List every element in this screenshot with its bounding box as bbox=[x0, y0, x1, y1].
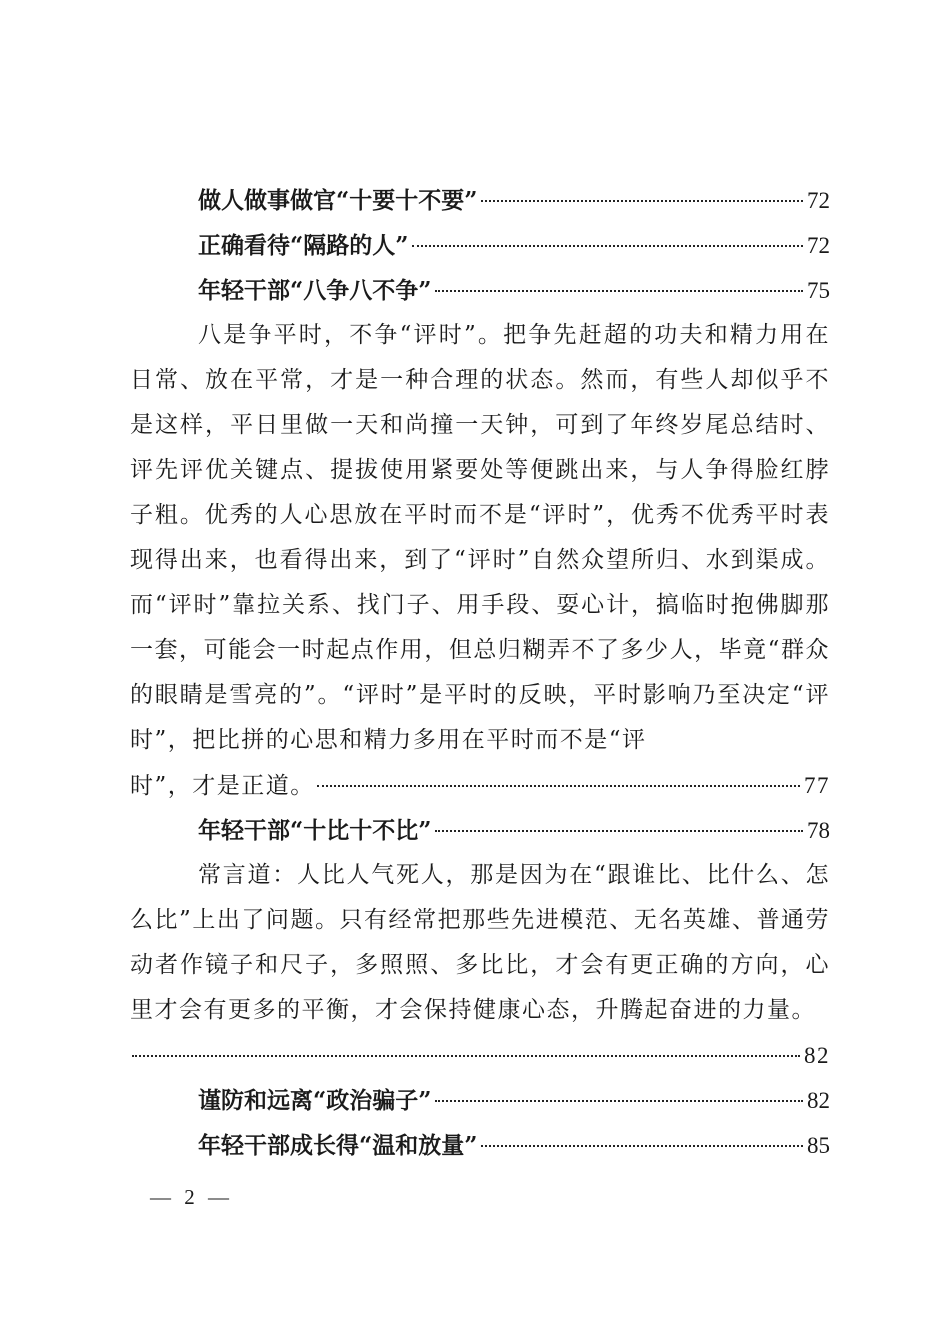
toc-entry-title: 正确看待“隔路的人” bbox=[198, 232, 409, 259]
toc-entry-page: 82 bbox=[807, 1088, 830, 1113]
toc-entry-title: 年轻干部“八争八不争” bbox=[198, 277, 432, 304]
toc-summary: 八是争平时，不争“评时”。把争先赶超的功夫和精力用在日常、放在平常，才是一种合理的状态。然而，有些人却似乎不是这样，平日里做一天和尚撞一天钟，可到了年终岁尾总结时、评先评优关键点、提拔使用紧要处等便跳出来，与人争得脸红脖子粗。优秀的人心思放在平时而不是“评时”，优秀不优秀平时表现得出来，也看得出来，到了“评时”自然众望所归、水到渠成。而“评时”靠拉关系、找门子、用手段、耍心计，搞临时抱佛脚那一套，可能会一时起点作用，但总归糊弄不了多少人，毕竟“群众的眼睛是雪亮的”。“评时”是平时的反映，平时影响乃至决定“评时”，把比拼的心思和精力多用在平时而不是“评 bbox=[130, 322, 830, 753]
toc-summary-end bbox=[130, 1033, 830, 1078]
toc-entry-title: 谨防和远离“政治骗子” bbox=[198, 1087, 432, 1114]
toc-entry bbox=[130, 223, 830, 268]
toc-entry-page: 78 bbox=[807, 818, 830, 843]
dot-leader bbox=[412, 245, 803, 247]
toc-entry bbox=[130, 1078, 830, 1123]
toc-entry-title: 做人做事做官“十要十不要” bbox=[198, 187, 478, 214]
toc-entry-title: 年轻干部“十比十不比” bbox=[198, 817, 432, 844]
toc-summary: 常言道：人比人气死人，那是因为在“跟谁比、比什么、怎么比”上出了问题。只有经常把那些先进模范、无名英雄、普通劳动者作镜子和尺子，多照照、多比比，才会有更正确的方向，心里才会有更多的平衡，才会保持健康心态，升腾起奋进的力量。 bbox=[130, 862, 830, 1023]
toc-entry-page: 75 bbox=[807, 278, 830, 303]
dot-leader bbox=[435, 830, 803, 832]
dot-leader bbox=[481, 1145, 803, 1147]
dot-leader bbox=[317, 785, 800, 787]
toc-summary-end bbox=[130, 763, 830, 808]
toc-entry-page: 72 bbox=[807, 233, 830, 258]
toc-page bbox=[130, 178, 830, 1168]
toc-entry-page: 77 bbox=[804, 773, 830, 798]
toc-entry bbox=[130, 178, 830, 223]
dot-leader bbox=[132, 1055, 800, 1057]
toc-entry bbox=[130, 1123, 830, 1168]
page-number: — 2 — bbox=[150, 1185, 233, 1209]
toc-entry-page: 72 bbox=[807, 188, 830, 213]
toc-entry-title: 年轻干部成长得“温和放量” bbox=[198, 1132, 478, 1159]
toc-entry-page: 82 bbox=[804, 1043, 830, 1068]
toc-entry-page: 85 bbox=[807, 1133, 830, 1158]
dot-leader bbox=[435, 290, 803, 292]
toc-summary-tail: 时”，才是正道。 bbox=[130, 773, 315, 799]
dot-leader bbox=[435, 1100, 803, 1102]
dot-leader bbox=[481, 200, 803, 202]
toc-entry bbox=[130, 268, 830, 313]
toc-entry bbox=[130, 808, 830, 853]
